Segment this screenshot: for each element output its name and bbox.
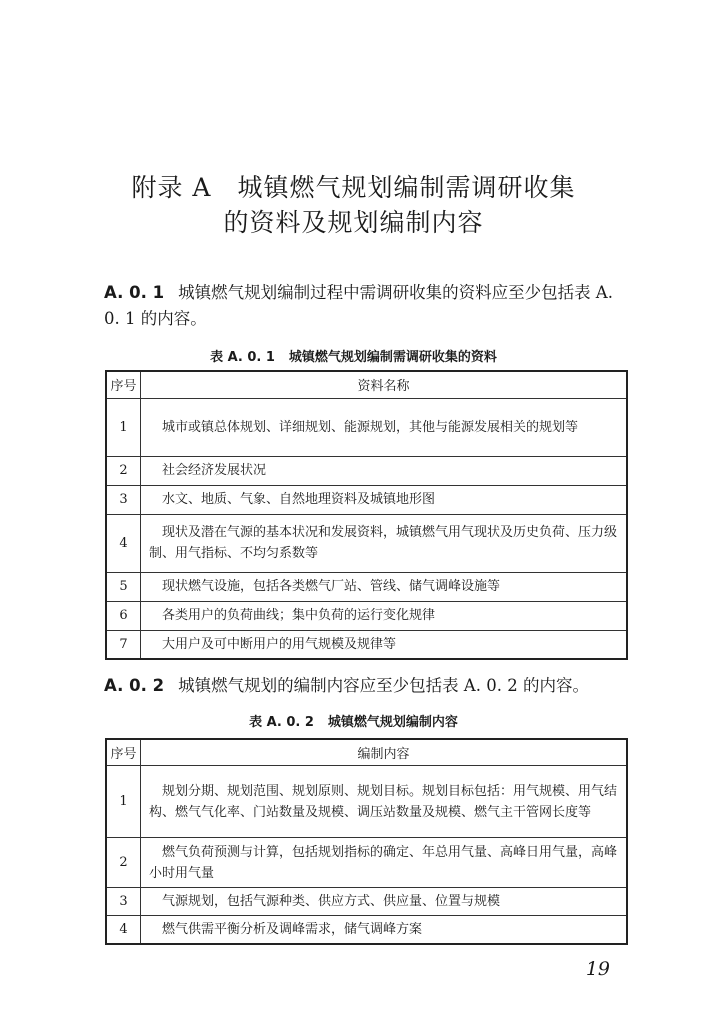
table-header-row bbox=[106, 371, 627, 398]
clause-text: 城镇燃气规划的编制内容应至少包括表 A. 0. 2 的内容。 bbox=[178, 676, 589, 695]
row-index: 3 bbox=[106, 485, 141, 514]
table-caption-number: 表 A. 0. 2 bbox=[249, 715, 314, 730]
table-row bbox=[106, 456, 627, 485]
table-row bbox=[106, 838, 627, 888]
table-caption bbox=[0, 711, 707, 730]
table-row bbox=[106, 630, 627, 659]
table-caption bbox=[0, 346, 707, 365]
appendix-title-line-1: 附录 A 城镇燃气规划编制需调研收集 bbox=[131, 173, 576, 202]
table-row bbox=[106, 572, 627, 601]
table-header-row bbox=[106, 739, 627, 766]
data-table-a02 bbox=[105, 738, 628, 945]
clause-a01 bbox=[104, 280, 624, 332]
table-row bbox=[106, 514, 627, 572]
row-index: 5 bbox=[106, 572, 141, 601]
table-row bbox=[106, 601, 627, 630]
data-table-a01 bbox=[105, 370, 628, 660]
header-content: 资料名称 bbox=[141, 371, 628, 398]
row-index: 4 bbox=[106, 514, 141, 572]
table-row bbox=[106, 766, 627, 838]
clause-number: A. 0. 2 bbox=[104, 676, 165, 695]
row-text: 燃气负荷预测与计算，包括规划指标的确定、年总用气量、高峰日用气量，高峰小时用气量 bbox=[141, 838, 628, 888]
header-index: 序号 bbox=[106, 739, 141, 766]
row-index: 1 bbox=[106, 398, 141, 456]
row-index: 6 bbox=[106, 601, 141, 630]
row-index: 4 bbox=[106, 916, 141, 945]
row-index: 2 bbox=[106, 456, 141, 485]
table-row bbox=[106, 398, 627, 456]
row-index: 2 bbox=[106, 838, 141, 888]
row-text: 水文、地质、气象、自然地理资料及城镇地形图 bbox=[141, 485, 628, 514]
row-text: 现状燃气设施，包括各类燃气厂站、管线、储气调峰设施等 bbox=[141, 572, 628, 601]
clause-text: 城镇燃气规划编制过程中需调研收集的资料应至少包括表 A. 0. 1 的内容。 bbox=[104, 283, 613, 328]
table-caption-title: 城镇燃气规划编制内容 bbox=[327, 715, 458, 730]
table-row bbox=[106, 916, 627, 945]
header-content: 编制内容 bbox=[141, 739, 628, 766]
row-index: 1 bbox=[106, 766, 141, 838]
clause-a02 bbox=[104, 673, 624, 699]
table-caption-number: 表 A. 0. 1 bbox=[210, 350, 275, 365]
row-text: 社会经济发展状况 bbox=[141, 456, 628, 485]
row-index: 3 bbox=[106, 888, 141, 916]
row-text: 各类用户的负荷曲线；集中负荷的运行变化规律 bbox=[141, 601, 628, 630]
row-text: 气源规划，包括气源种类、供应方式、供应量、位置与规模 bbox=[141, 888, 628, 916]
row-text: 大用户及可中断用户的用气规模及规律等 bbox=[141, 630, 628, 659]
row-text: 规划分期、规划范围、规划原则、规划目标。规划目标包括：用气规模、用气结构、燃气气化率、门站数量及规模、调压站数量及规模、燃气主干管网长度等 bbox=[141, 766, 628, 838]
header-index: 序号 bbox=[106, 371, 141, 398]
appendix-title-line-2: 的资料及规划编制内容 bbox=[223, 208, 484, 237]
row-index: 7 bbox=[106, 630, 141, 659]
table-caption-title: 城镇燃气规划编制需调研收集的资料 bbox=[288, 350, 497, 365]
row-text: 现状及潜在气源的基本状况和发展资料，城镇燃气用气现状及历史负荷、压力级制、用气指标、不均匀系数等 bbox=[141, 514, 628, 572]
row-text: 燃气供需平衡分析及调峰需求，储气调峰方案 bbox=[141, 916, 628, 945]
table-row bbox=[106, 888, 627, 916]
clause-number: A. 0. 1 bbox=[104, 283, 165, 302]
page-number: 19 bbox=[585, 958, 610, 980]
row-text: 城市或镇总体规划、详细规划、能源规划，其他与能源发展相关的规划等 bbox=[141, 398, 628, 456]
table-row bbox=[106, 485, 627, 514]
